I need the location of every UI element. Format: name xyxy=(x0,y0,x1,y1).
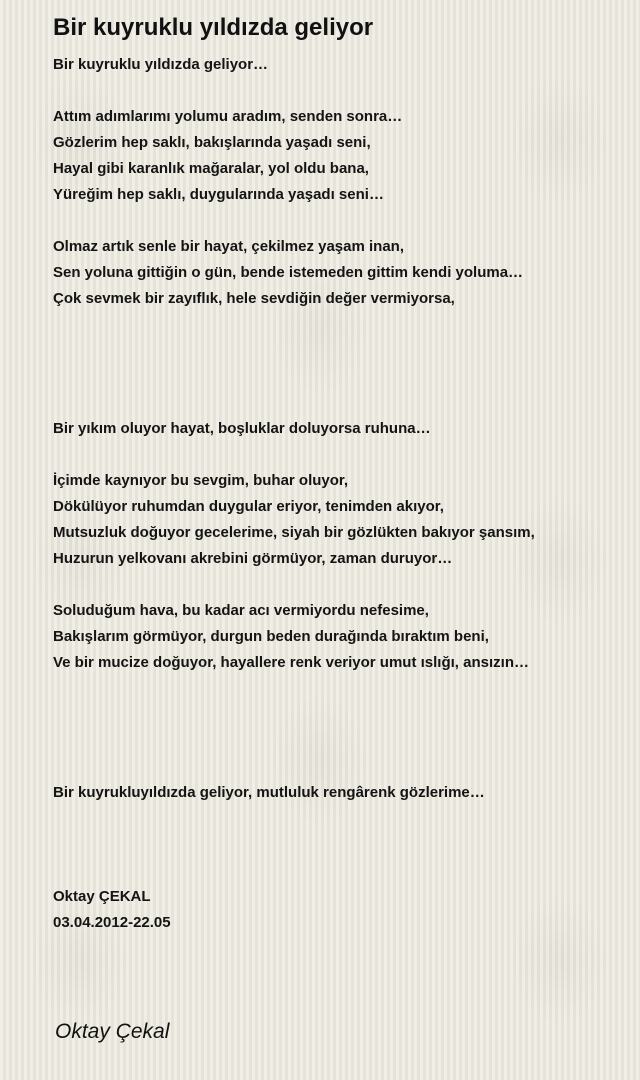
stanza-gap xyxy=(53,728,633,754)
poem-line: Dökülüyor ruhumdan duygular eriyor, tenimden akıyor, xyxy=(53,498,444,515)
stanza-gap xyxy=(53,338,633,364)
stanza-gap xyxy=(53,572,633,598)
stanza-gap xyxy=(53,858,633,884)
stanza-gap xyxy=(53,676,633,702)
stanza-gap xyxy=(53,390,633,416)
stanza-gap xyxy=(53,754,633,780)
stanza-gap xyxy=(53,312,633,338)
poem-line: Ve bir mucize doğuyor, hayallere renk veriyor umut ıslığı, ansızın… xyxy=(53,654,529,671)
stanza-gap xyxy=(53,806,633,832)
poem-line: Olmaz artık senle bir hayat, çekilmez yaşam inan, xyxy=(53,238,404,255)
stanza-gap xyxy=(53,78,633,104)
stanza-gap xyxy=(53,832,633,858)
poem-line: Hayal gibi karanlık mağaralar, yol oldu bana, xyxy=(53,160,369,177)
poem-line: Çok sevmek bir zayıflık, hele sevdiğin değer vermiyorsa, xyxy=(53,290,455,307)
stanza-gap xyxy=(53,208,633,234)
poem-line: Yüreğim hep saklı, duygularında yaşadı seni… xyxy=(53,186,384,203)
poem-line: Bir kuyrukluyıldızda geliyor, mutluluk rengârenk gözlerime… xyxy=(53,784,485,801)
poem-line: Oktay ÇEKAL xyxy=(53,888,151,905)
author-signature: Oktay Çekal xyxy=(55,1020,170,1043)
poem-line: Mutsuzluk doğuyor gecelerime, siyah bir gözlükten bakıyor şansım, xyxy=(53,524,535,541)
poem-line: Soluduğum hava, bu kadar acı vermiyordu nefesime, xyxy=(53,602,429,619)
poem-title: Bir kuyruklu yıldızda geliyor xyxy=(53,14,374,41)
stanza-gap xyxy=(53,442,633,468)
poem-line: Sen yoluna gittiğin o gün, bende istemeden gittim kendi yoluma… xyxy=(53,264,524,281)
stanza-gap xyxy=(53,364,633,390)
poem-line: Attım adımlarımı yolumu aradım, senden sonra… xyxy=(53,108,403,125)
poem-line: Gözlerim hep saklı, bakışlarında yaşadı seni, xyxy=(53,134,371,151)
stanza-gap xyxy=(53,702,633,728)
poem-body xyxy=(53,52,633,936)
poem-line: İçimde kaynıyor bu sevgim, buhar oluyor, xyxy=(53,472,349,489)
poem-line: 03.04.2012-22.05 xyxy=(53,914,171,931)
poem-line: Bakışlarım görmüyor, durgun beden durağında bıraktım beni, xyxy=(53,628,489,645)
poem-line: Bir kuyruklu yıldızda geliyor… xyxy=(53,56,269,73)
poem-line: Bir yıkım oluyor hayat, boşluklar doluyorsa ruhuna… xyxy=(53,420,431,437)
poem-line: Huzurun yelkovanı akrebini görmüyor, zaman duruyor… xyxy=(53,550,453,567)
